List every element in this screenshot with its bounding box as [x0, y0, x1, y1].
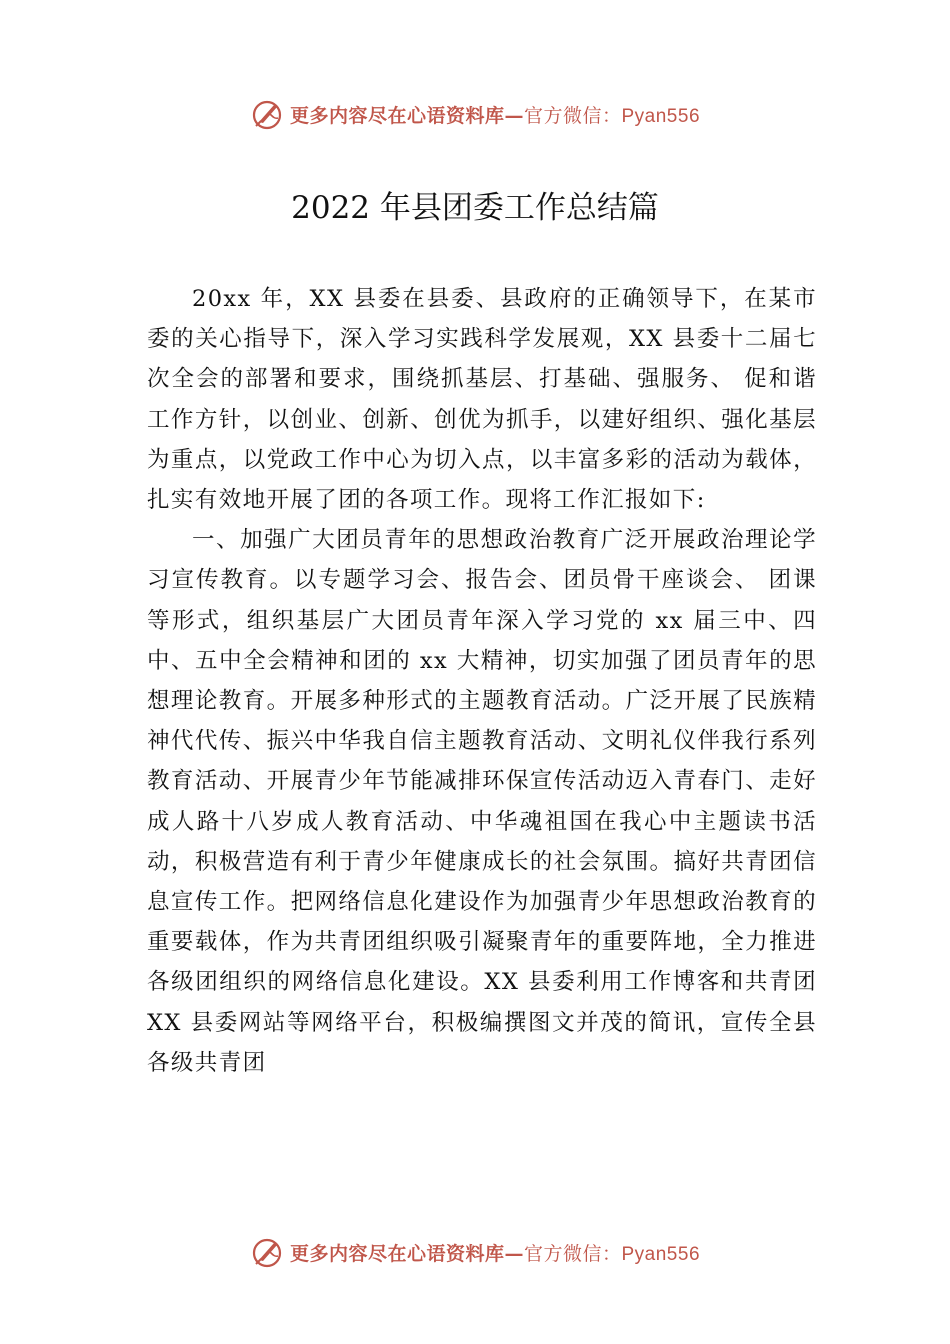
watermark-wechat-id: Pyan556	[621, 105, 701, 127]
quill-seal-icon	[250, 1235, 284, 1269]
header-watermark-banner	[0, 94, 950, 134]
footer-watermark-banner	[0, 1232, 950, 1272]
body-paragraph: 20xx 年，XX 县委在县委、县政府的正确领导下，在某市委的关心指导下，深入学习实践科学发展观，XX 县委十二届七次全会的部署和要求，围绕抓基层、打基础、强服务、 促和谐工作方针，以创业、创新、创优为抓手，以建好组织、强化基层为重点，以党政工作中心为切入点，以丰富多彩的活动为载体，扎实有效地开展了团的各项工作。现将工作汇报如下:	[147, 286, 817, 514]
watermark-text	[290, 1239, 700, 1266]
document-title: 2022 年县团委工作总结篇	[291, 190, 659, 226]
watermark-site-name: 更多内容尽在心语资料库—	[289, 104, 524, 127]
watermark-wechat-label: 官方微信：	[523, 1242, 622, 1265]
body-paragraph: 一、加强广大团员青年的思想政治教育广泛开展政治理论学习宣传教育。以专题学习会、报告会、团员骨干座谈会、 团课等形式，组织基层广大团员青年深入学习党的 xx 届三中、四中、五中全会精神和团的 xx 大精神，切实加强了团员青年的思想理论教育。开展多种形式的主题教育活动。广泛开展了民族精神代代传、振兴中华我自信主题教育活动、文明礼仪伴我行系列教育活动、开展青少年节能减排环保宣传活动迈入青春门、走好成人路十八岁成人教育活动、中华魂祖国在我心中主题读书活动，积极营造有利于青少年健康成长的社会氛围。搞好共青团信息宣传工作。把网络信息化建设作为加强青少年思想政治教育的重要载体，作为共青团组织吸引凝聚青年的重要阵地，全力推进各级团组织的网络信息化建设。XX 县委利用工作博客和共青团 XX 县委网站等网络平台，积极编撰图文并茂的简讯，宣传全县各级共青团	[147, 527, 817, 1076]
document-body	[147, 279, 817, 1083]
quill-seal-icon	[250, 97, 284, 131]
watermark-wechat-id: Pyan556	[621, 1243, 701, 1265]
watermark-text	[290, 101, 700, 128]
watermark-site-name: 更多内容尽在心语资料库—	[289, 1242, 524, 1265]
watermark-wechat-label: 官方微信：	[523, 104, 622, 127]
